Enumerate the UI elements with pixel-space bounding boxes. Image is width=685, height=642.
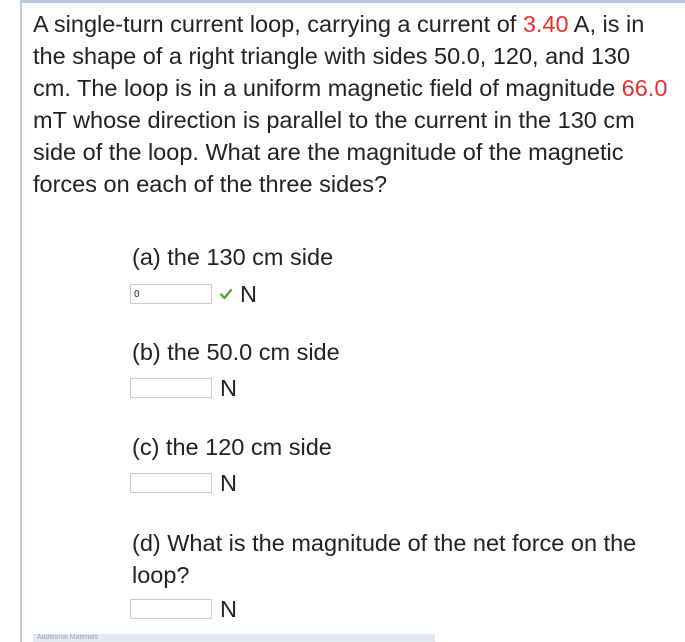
field-value: 66.0 [621, 75, 668, 101]
part-b-answer-row [130, 377, 237, 399]
part-b-label: (b) the 50.0 cm side [132, 339, 340, 365]
question-text: A single-turn current loop, carrying a current of 3.40 A, is in the shape of a right triangle with sides 50.0, 120, and 130 cm. The loop is in a uniform magnetic field of magnitude 66.0 mT whose direction is parallel to the current in the 130 cm side of the loop. What are the magnitude of the magnetic forces on each of the three sides? [33, 11, 668, 197]
part-a-answer-row [130, 283, 257, 305]
part-b-answer-input[interactable] [130, 378, 212, 398]
part-d-unit: N [220, 596, 237, 622]
part-d-answer-row [130, 598, 237, 620]
part-c [132, 431, 332, 463]
part-d-answer-input[interactable] [130, 599, 212, 619]
part-b-unit: N [220, 375, 237, 401]
part-d-label: (d) What is the magnitude of the net force on the loop? [132, 530, 637, 588]
part-a-label: (a) the 130 cm side [132, 244, 334, 270]
check-icon [218, 286, 234, 302]
part-a-answer-input[interactable] [130, 284, 212, 304]
part-c-answer-row [130, 472, 237, 494]
additional-materials-bar[interactable]: Additional Materials [33, 634, 435, 642]
part-d [132, 527, 652, 591]
part-c-unit: N [220, 470, 237, 496]
left-border [20, 0, 22, 642]
part-c-answer-input[interactable] [130, 473, 212, 493]
part-a-unit: N [240, 281, 257, 307]
part-a [132, 241, 333, 273]
part-b [132, 336, 340, 368]
current-value: 3.40 [522, 11, 569, 37]
top-border [20, 0, 685, 3]
part-c-label: (c) the 120 cm side [132, 434, 332, 460]
